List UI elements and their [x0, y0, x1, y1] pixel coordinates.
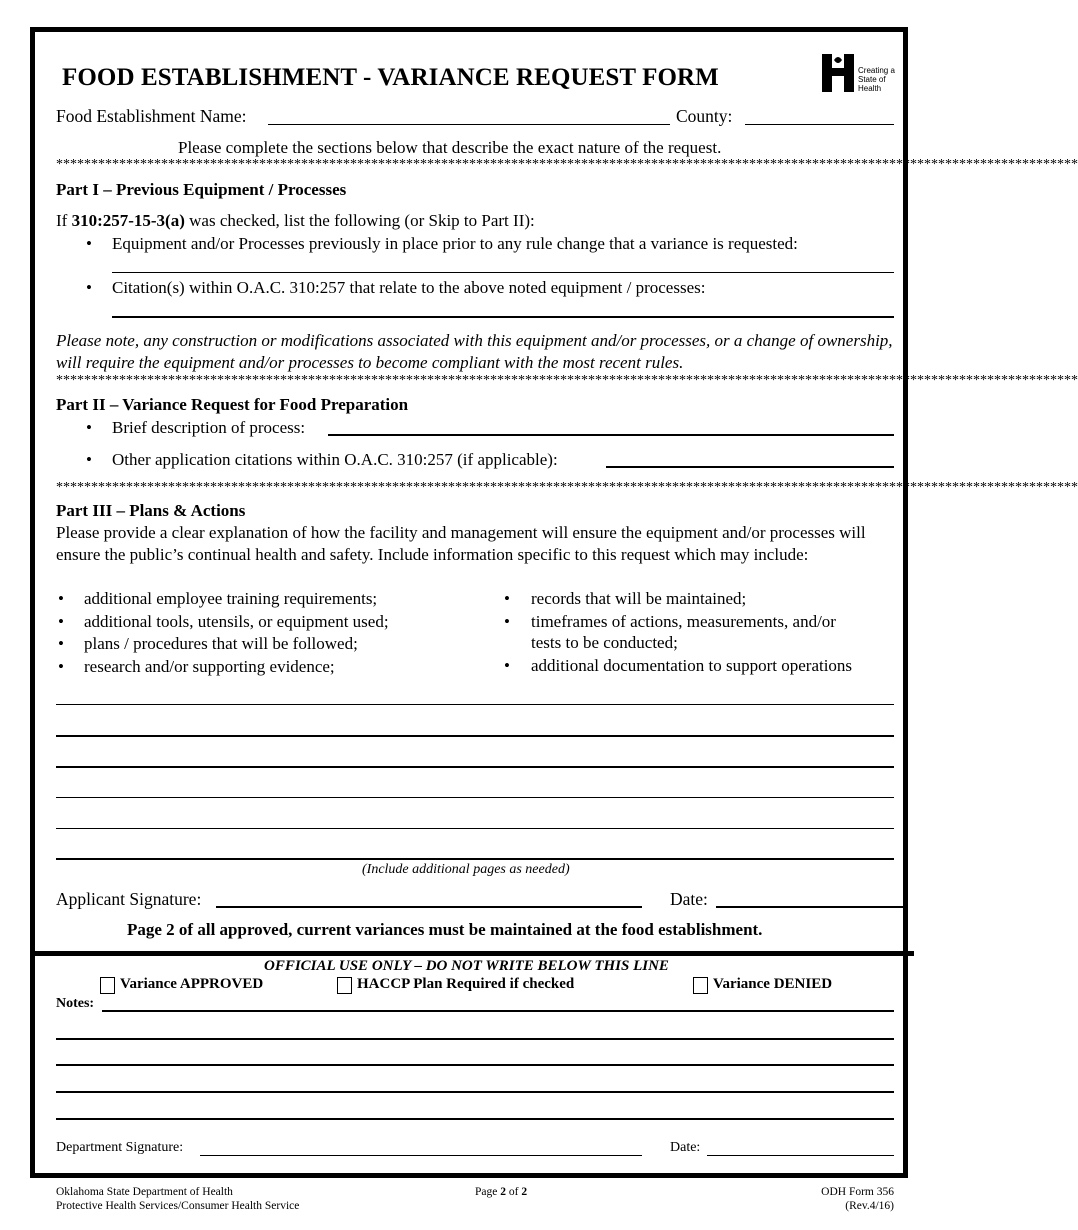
- notes-label: Notes:: [56, 996, 95, 1011]
- list-item: additional documentation to support operations: [531, 656, 853, 675]
- explanation-line[interactable]: [56, 797, 894, 798]
- bullet-icon: •: [58, 634, 64, 653]
- list-item: additional tools, utensils, or equipment used;: [84, 612, 389, 631]
- instructions-text: Please complete the sections below that describe the exact nature of the request.: [178, 138, 722, 157]
- applicant-date-field[interactable]: [716, 906, 903, 908]
- part1-intro-suffix: was checked, list the following (or Skip to Part II):: [184, 211, 535, 230]
- variance-approved-label: Variance APPROVED: [120, 976, 264, 992]
- part2-bullet1-text: Brief description of process:: [112, 418, 306, 437]
- notes-line[interactable]: [56, 1118, 894, 1120]
- odh-logo: [822, 52, 895, 94]
- county-field[interactable]: [745, 124, 894, 125]
- explanation-line[interactable]: [56, 735, 894, 737]
- part1-intro-code: 310:257-15-3(a): [71, 211, 185, 230]
- footer-page-total: 2: [521, 1186, 528, 1198]
- applicant-signature-field[interactable]: [216, 906, 642, 908]
- part3-intro: Please provide a clear explanation of how the facility and management will ensure the equipment and/or processes will ensure the public’s continual health and safety. Include information specific to this request which may include:: [56, 523, 866, 564]
- part1-citations-field[interactable]: [112, 316, 894, 318]
- establishment-name-field[interactable]: [268, 124, 670, 125]
- form-title: FOOD ESTABLISHMENT - VARIANCE REQUEST FORM: [62, 64, 719, 91]
- bullet-icon: •: [86, 450, 92, 469]
- notes-field[interactable]: [102, 1010, 894, 1012]
- notes-line[interactable]: [56, 1091, 894, 1093]
- part1-heading: Part I – Previous Equipment / Processes: [56, 180, 347, 199]
- footer-revision: (Rev.4/16): [845, 1200, 894, 1212]
- footer-dept-line2: Protective Health Services/Consumer Health Service: [56, 1200, 300, 1212]
- explanation-line[interactable]: [56, 704, 894, 705]
- stars-separator: **************************************************************************************************************************************************: [56, 480, 1078, 495]
- department-date-label: Date:: [670, 1140, 701, 1155]
- additional-pages-note: (Include additional pages as needed): [362, 862, 570, 877]
- explanation-line[interactable]: [56, 858, 894, 860]
- list-item: records that will be maintained;: [531, 589, 747, 608]
- footer-form-info: [821, 1185, 894, 1213]
- stars-separator: **************************************************************************************************************************************************: [56, 157, 1078, 172]
- notes-line[interactable]: [56, 1038, 894, 1040]
- list-item: research and/or supporting evidence;: [84, 657, 335, 676]
- variance-denied-checkbox[interactable]: [693, 977, 708, 994]
- bullet-icon: •: [504, 589, 510, 608]
- establishment-name-label: Food Establishment Name:: [56, 106, 247, 126]
- footer-dept-line1: Oklahoma State Department of Health: [56, 1186, 233, 1198]
- official-use-heading: OFFICIAL USE ONLY – DO NOT WRITE BELOW THIS LINE: [264, 958, 669, 974]
- list-item: timeframes of actions, measurements, and/or: [531, 612, 836, 631]
- footer-page-current: 2: [500, 1186, 506, 1198]
- bullet-icon: •: [58, 612, 64, 631]
- footer-department: [56, 1185, 299, 1213]
- list-item: tests to be conducted;: [531, 633, 678, 652]
- official-use-divider: [30, 951, 914, 956]
- part1-intro: [56, 211, 535, 231]
- haccp-required-checkbox[interactable]: [337, 977, 352, 994]
- other-citations-field[interactable]: [606, 466, 894, 468]
- bullet-icon: •: [58, 589, 64, 608]
- bullet-icon: •: [504, 656, 510, 675]
- part2-bullet2-text: Other application citations within O.A.C. 310:257 (if applicable):: [112, 450, 558, 469]
- explanation-line[interactable]: [56, 828, 894, 829]
- department-date-field[interactable]: [707, 1155, 894, 1156]
- footer-form-number: ODH Form 356: [821, 1186, 894, 1198]
- county-label: County:: [676, 106, 733, 126]
- part3-heading: Part III – Plans & Actions: [56, 501, 246, 520]
- bullet-icon: •: [58, 657, 64, 676]
- part1-bullet2-text: Citation(s) within O.A.C. 310:257 that relate to the above noted equipment / processes:: [112, 278, 706, 297]
- notes-line[interactable]: [56, 1064, 894, 1066]
- list-item: additional employee training requirements;: [84, 589, 378, 608]
- explanation-line[interactable]: [56, 766, 894, 768]
- part1-intro-prefix: If: [56, 211, 72, 230]
- department-signature-field[interactable]: [200, 1155, 642, 1156]
- list-item: plans / procedures that will be followed;: [84, 634, 358, 653]
- variance-denied-label: Variance DENIED: [713, 976, 833, 992]
- part2-heading: Part II – Variance Request for Food Preparation: [56, 395, 409, 414]
- haccp-required-label: HACCP Plan Required if checked: [357, 976, 575, 992]
- footer-page-of: of: [505, 1186, 522, 1198]
- applicant-date-label: Date:: [670, 889, 708, 909]
- logo-text: Creating a State of Health: [858, 66, 895, 93]
- bullet-icon: •: [504, 612, 510, 631]
- bullet-icon: •: [86, 418, 92, 437]
- bullet-icon: •: [86, 278, 92, 297]
- process-description-field[interactable]: [328, 434, 894, 436]
- stars-separator: **************************************************************************************************************************************************: [56, 373, 1078, 388]
- variance-approved-checkbox[interactable]: [100, 977, 115, 994]
- bullet-icon: •: [86, 234, 92, 253]
- applicant-signature-label: Applicant Signature:: [56, 889, 202, 909]
- footer-page-prefix: Page: [475, 1186, 501, 1198]
- page-note: Page 2 of all approved, current variances must be maintained at the food establishment.: [127, 920, 763, 939]
- footer-page-number: [475, 1185, 527, 1199]
- odh-h-icon: [822, 52, 856, 92]
- part1-note: Please note, any construction or modifications associated with this equipment and/or processes, or a change of ownership, will require the equipment and/or processes to become compliant with the most recent rules.: [56, 331, 893, 372]
- part1-equipment-field[interactable]: [112, 272, 894, 273]
- department-signature-label: Department Signature:: [56, 1140, 184, 1155]
- part1-bullet1-text: Equipment and/or Processes previously in place prior to any rule change that a variance is requested:: [112, 234, 798, 253]
